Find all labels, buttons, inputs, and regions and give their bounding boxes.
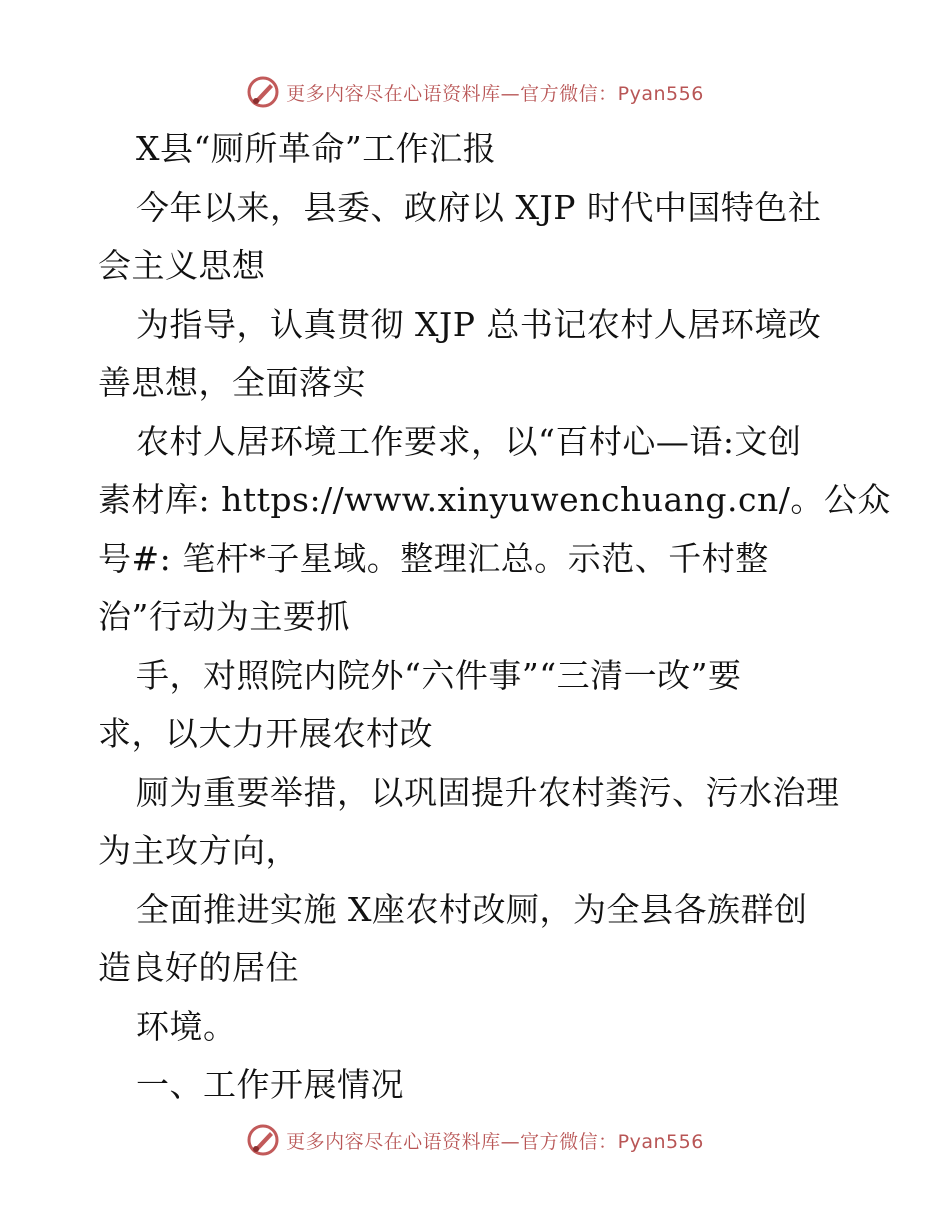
watermark-header [0,70,950,114]
paragraph-line: 素材库: https://www.xinyuwenchuang.cn/。公众 [98,480,891,519]
paragraph-line: 造良好的居住 [98,948,299,987]
watermark-footer [0,1118,950,1162]
paragraph-line: 厕为重要举措，以巩固提升农村粪污、污水治理 [136,772,840,812]
pen-logo-icon [246,1123,280,1157]
paragraph-line: 求，以大力开展农村改 [98,714,433,753]
paragraph-line: 善思想，全面落实 [98,363,366,402]
paragraph-line: 环境。 [136,1006,237,1046]
paragraph-line: 号#: 笔杆*子星域。整理汇总。示范、千村整 [98,538,769,578]
paragraph-line: 农村人居环境工作要求，以“百村心—语:文创 [136,421,802,461]
document-body [98,120,891,1115]
paragraph-line: 今年以来，县委、政府以 XJP 时代中国特色社 [136,187,822,227]
pen-logo-icon [246,75,280,109]
document-title: X县“厕所革命”工作汇报 [136,129,497,168]
paragraph-line: 手，对照院内院外“六件事”“三清一改”要 [136,655,742,695]
paragraph-line: 为主攻方向， [98,831,299,870]
paragraph-line: 会主义思想 [98,246,266,285]
paragraph-line: 全面推进实施 X座农村改厕，为全县各族群创 [136,889,808,929]
paragraph-line: 治”行动为主要抓 [98,597,350,636]
watermark-text: 更多内容尽在心语资料库—官方微信：Pyan556 [286,82,704,105]
section-heading: 一、工作开展情况 [136,1065,404,1104]
paragraph-line: 为指导，认真贯彻 XJP 总书记农村人居环境改 [136,304,822,344]
watermark-text: 更多内容尽在心语资料库—官方微信：Pyan556 [286,1130,704,1153]
